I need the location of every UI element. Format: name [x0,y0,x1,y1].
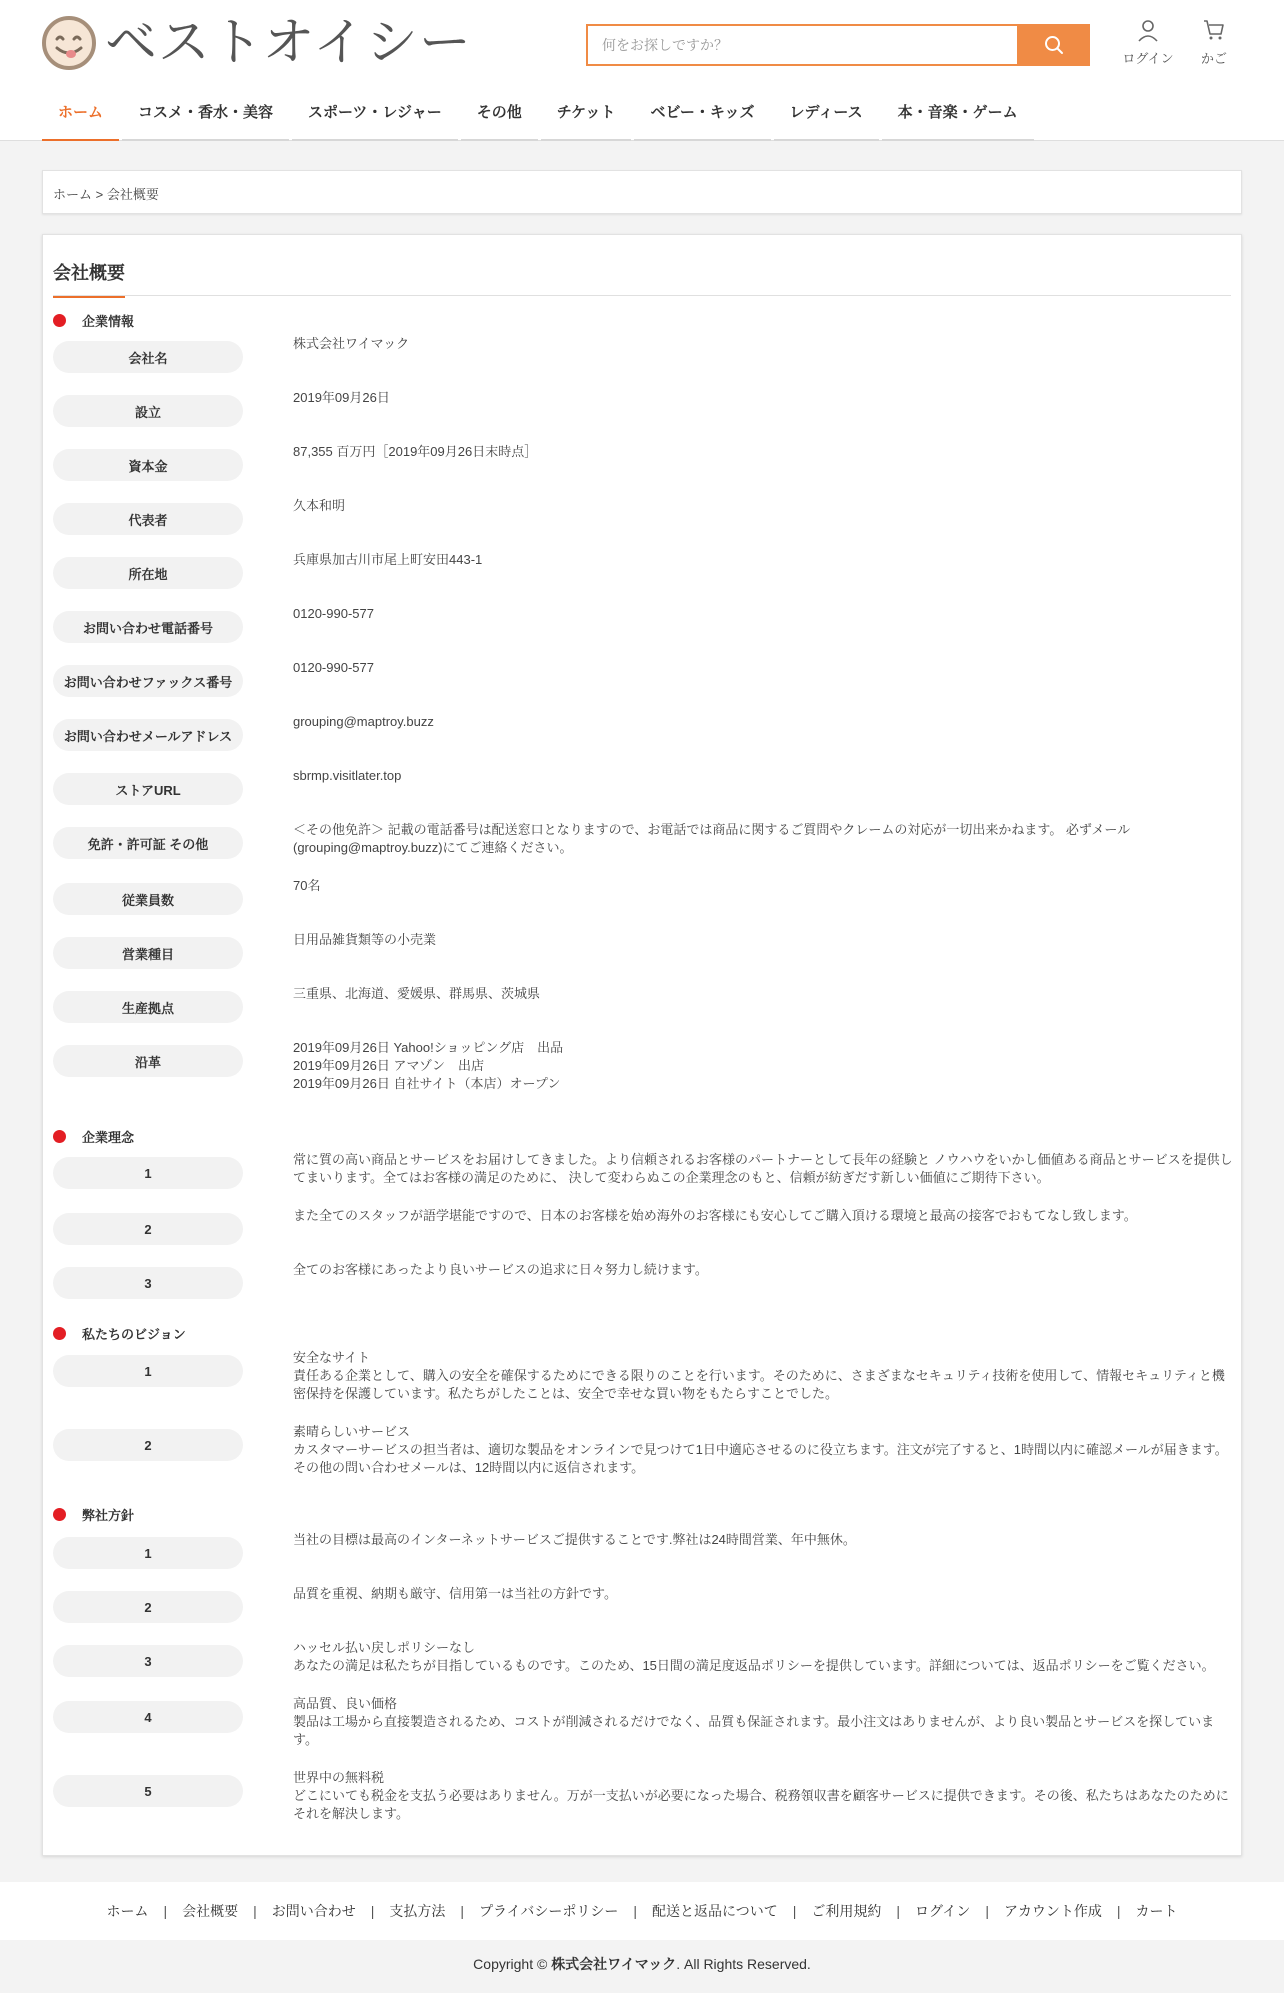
search-button[interactable] [1017,24,1090,66]
nav-item-sports[interactable]: スポーツ・レジャー [292,89,458,141]
footer-separator: | [896,1903,901,1919]
row-value-line: 兵庫県加古川市尾上町安田443-1 [293,552,483,567]
row-label: 従業員数 [53,883,243,915]
row-label: お問い合わせ電話番号 [53,611,243,643]
cart-link[interactable] [1184,18,1244,67]
row-value-line: 87,355 百万円［2019年09月26日末時点］ [293,444,538,459]
section-heading-label: 弊社方針 [82,1508,135,1523]
cart-label: かご [1200,51,1227,66]
row-value [293,1039,1235,1093]
footer-link[interactable]: アカウント作成 [1003,1903,1102,1919]
row-value [293,1639,1235,1675]
row-value-line: 高品質、良い価格 [293,1696,398,1711]
row-value-line: 三重県、北海道、愛媛県、群馬県、茨城県 [293,986,541,1001]
row-value-line: 2019年09月26日 アマゾン 出店 [293,1058,485,1073]
main-nav [42,89,1037,141]
row-label: 2 [53,1591,243,1623]
row-value [293,713,1235,731]
row-value-line: 0120-990-577 [293,660,374,675]
bullet-dot-icon [53,1508,66,1521]
footer-link[interactable]: 支払方法 [389,1903,446,1919]
section-heading-philosophy [53,1127,134,1146]
row-label: 代表者 [53,503,243,535]
footer-link[interactable]: 配送と返品について [652,1903,778,1919]
row-value-line: あなたの満足は私たちが目指しているものです。このため、15日間の満足度返品ポリシーを提供しています。詳細については、返品ポリシーをご覧ください。 [293,1658,1215,1673]
row-value [293,1423,1235,1477]
row-label: 免許・許可証 その他 [53,827,243,859]
logo-text: ベストオイシー [105,13,472,73]
row-value-line: 常に質の高い商品とサービスをお届けしてきました。より信頼されるお客様のパートナーとして長年の経験と ノウハウをいかし価値ある商品とサービスを提供してまいります。全てはお客様の満足のために、 決して変わらぬこの企業理念のもと、信頼が紡ぎだす新しい価値にご期待下さい。 [293,1152,1233,1185]
row-label: 1 [53,1537,243,1569]
row-value [293,551,1235,569]
section-heading-policy [53,1505,134,1524]
section-heading-label: 私たちのビジョン [82,1327,186,1342]
smiley-logo-icon [41,15,97,71]
footer-link[interactable]: お問い合わせ [271,1903,356,1919]
bullet-dot-icon [53,1327,66,1340]
logo[interactable] [41,13,472,73]
section-heading-label: 企業理念 [82,1130,135,1145]
nav-item-baby-kids[interactable]: ベビー・キッズ [634,89,770,141]
row-label: 1 [53,1157,243,1189]
row-label: ストアURL [53,773,243,805]
footer-separator: | [370,1903,375,1919]
copyright [0,1954,1284,1974]
section-heading-vision [53,1324,186,1343]
row-value-line: 0120-990-577 [293,606,374,621]
page-title: 会社概要 [53,259,125,298]
row-value [293,1207,1235,1225]
search-input[interactable] [586,24,1017,66]
company-profile-card [42,234,1242,1856]
bullet-dot-icon [53,1130,66,1143]
row-value [293,1695,1235,1749]
site-header [0,0,1284,141]
row-value-line: 安全なサイト [293,1350,371,1365]
row-label: 沿革 [53,1045,243,1077]
row-value-line: ハッセル払い戻しポリシーなし [293,1640,476,1655]
row-value-line: どこにいても税金を支払う必要はありません。万が一支払いが必要になった場合、税務領収書を顧客サービスに提供できます。その後、私たちはあなたのためにそれを解決します。 [293,1788,1229,1821]
row-value-line: 久本和明 [293,498,346,513]
row-value-line: ＜その他免許＞ 記載の電話番号は配送窓口となりますので、お電話では商品に関するご質問やクレームの対応が一切出来かねます。 必ずメール(grouping@maptroy.buzz)にてご連絡ください。 [293,822,1131,855]
footer-separator: | [460,1903,465,1919]
row-label: 設立 [53,395,243,427]
row-value-line: sbrmp.visitlater.top [293,768,402,783]
row-value [293,1261,1235,1279]
nav-item-books-music-games[interactable]: 本・音楽・ゲーム [882,89,1034,141]
row-value [293,767,1235,785]
row-label: お問い合わせファックス番号 [53,665,243,697]
copyright-prefix: Copyright © [473,1956,548,1972]
copyright-company: 株式会社ワイマック [551,1956,677,1972]
row-value-line: 2019年09月26日 自社サイト（本店）オープン [293,1076,561,1091]
row-value-line: カスタマーサービスの担当者は、適切な製品をオンラインで見つけて1日中適応させるのに役立ちます。注文が完了すると、1時間以内に確認メールが届きます。その他の問い合わせメールは、12時間以内に返信されます。 [293,1442,1228,1475]
nav-item-ladies[interactable]: レディース [774,89,879,141]
title-divider [53,295,1231,296]
footer-link[interactable]: ホーム [106,1903,149,1919]
footer-link[interactable]: 会社概要 [182,1903,239,1919]
copyright-suffix: . All Rights Reserved. [676,1956,811,1972]
row-label: 5 [53,1775,243,1807]
footer-separator: | [1116,1903,1121,1919]
row-value-line: 全てのお客様にあったより良いサービスの追求に日々努力し続けます。 [293,1262,708,1277]
row-value [293,497,1235,515]
row-value [293,1531,1235,1549]
row-value-line: 世界中の無料税 [293,1770,385,1785]
row-label: 1 [53,1355,243,1387]
row-value [293,1585,1235,1603]
nav-item-tickets[interactable]: チケット [541,89,632,141]
search-bar [586,24,1090,66]
row-value [293,389,1235,407]
row-label: 資本金 [53,449,243,481]
bullet-dot-icon [53,314,66,327]
row-value-line: 品質を重視、納期も厳守、信用第一は当社の方針です。 [293,1586,617,1601]
row-label: 4 [53,1701,243,1733]
section-heading-label: 企業情報 [82,314,135,329]
row-label: 会社名 [53,341,243,373]
row-value-line: また全てのスタッフが語学堪能ですので、日本のお客様を始め海外のお客様にも安心してご購入頂ける環境と最高の接客でおもてなし致します。 [293,1208,1137,1223]
footer-separator: | [253,1903,257,1919]
row-label: 生産拠点 [53,991,243,1023]
row-value [293,931,1235,949]
footer-separator: | [792,1903,797,1919]
row-value-line: 製品は工場から直接製造されるため、コストが削減されるだけでなく、品質も保証されます。最小注文はありませんが、より良い製品とサービスを探しています。 [293,1714,1215,1747]
footer-link[interactable]: ご利用規約 [811,1903,882,1919]
row-value-line: 株式会社ワイマック [293,336,410,351]
footer-separator: | [163,1903,168,1919]
row-value-line: 日用品雑貨類等の小売業 [293,932,437,947]
row-label: 3 [53,1645,243,1677]
user-icon [1136,18,1160,42]
footer-separator: | [985,1903,989,1919]
row-value [293,1769,1235,1823]
row-value [293,985,1235,1003]
row-value [293,877,1235,895]
row-label: お問い合わせメールアドレス [53,719,243,751]
footer-links [0,1882,1284,1940]
row-value [293,659,1235,677]
row-value [293,821,1235,857]
row-label: 所在地 [53,557,243,589]
row-value [293,335,1235,353]
cart-icon [1202,18,1226,42]
row-label: 3 [53,1267,243,1299]
nav-item-cosme[interactable]: コスメ・香水・美容 [122,89,289,141]
footer-link[interactable]: プライバシーポリシー [479,1903,619,1919]
breadcrumb[interactable]: ホーム > 会社概要 [42,170,1242,214]
row-label: 2 [53,1429,243,1461]
footer-link[interactable]: カート [1135,1903,1178,1919]
login-link[interactable] [1118,18,1178,67]
row-value-line: grouping@maptroy.buzz [293,714,434,729]
row-value [293,605,1235,623]
row-value [293,443,1235,461]
nav-item-other[interactable]: その他 [461,89,538,141]
row-label: 営業種目 [53,937,243,969]
login-label: ログイン [1122,51,1174,66]
row-value-line: 2019年09月26日 [293,390,390,405]
section-heading-info [53,311,134,330]
row-value [293,1349,1235,1403]
nav-item-home[interactable]: ホーム [42,89,119,141]
row-value-line: 素晴らしいサービス [293,1424,411,1439]
row-label: 2 [53,1213,243,1245]
row-value-line: 70名 [293,878,321,893]
footer-separator: | [633,1903,638,1919]
row-value-line: 当社の目標は最高のインターネットサービスご提供することです.弊社は24時間営業、年中無休。 [293,1532,856,1547]
footer-link[interactable]: ログイン [915,1903,971,1919]
row-value-line: 2019年09月26日 Yahoo!ショッピング店 出品 [293,1040,564,1055]
search-icon [1044,35,1064,55]
row-value [293,1151,1235,1187]
row-value-line: 責任ある企業として、購入の安全を確保するためにできる限りのことを行います。そのために、さまざまなセキュリティ技術を使用して、情報セキュリティと機密保持を保護しています。私たちがしたことは、安全で幸せな買い物をもたらすことでした。 [293,1368,1225,1401]
